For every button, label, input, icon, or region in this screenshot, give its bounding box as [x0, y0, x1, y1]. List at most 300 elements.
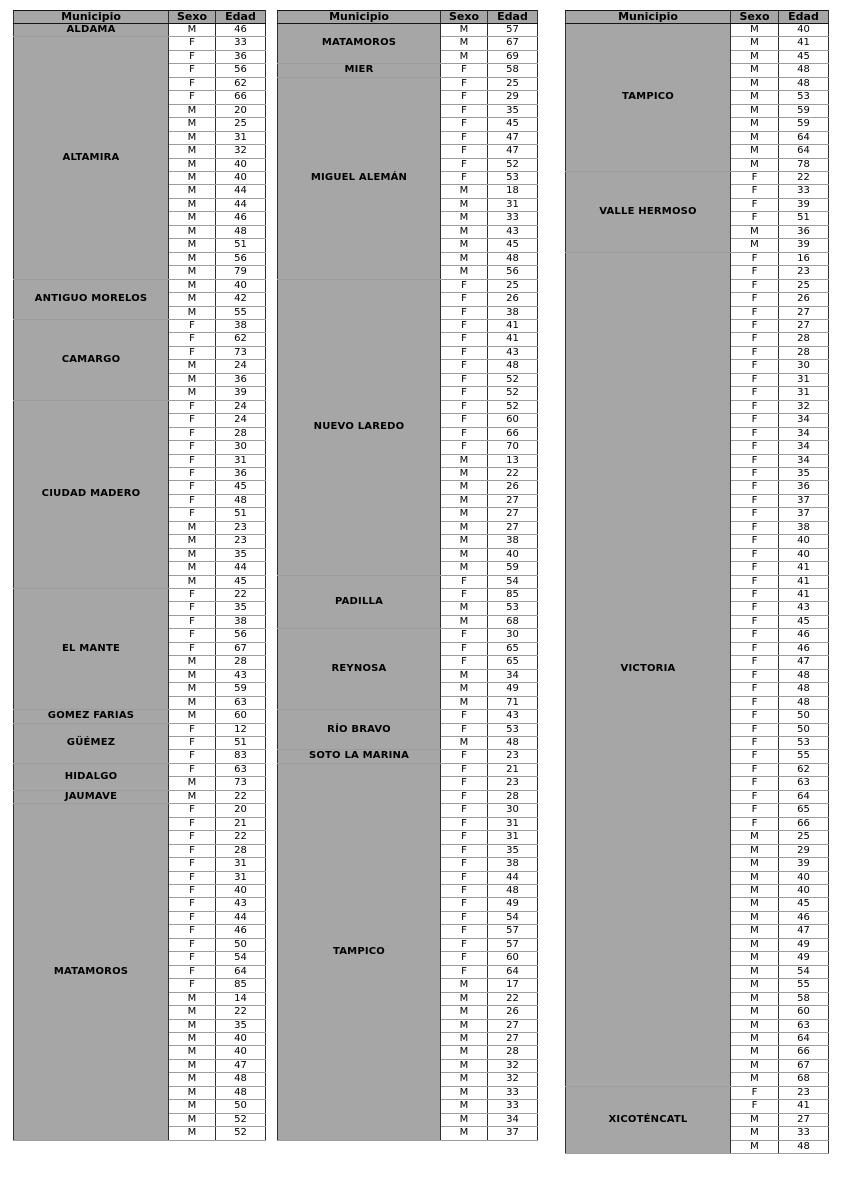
edad-cell: 25	[779, 279, 829, 292]
sexo-cell: M	[731, 965, 779, 978]
edad-cell: 55	[216, 306, 266, 319]
municipio-cell: EL MANTE	[14, 589, 169, 710]
sexo-cell: F	[731, 346, 779, 359]
sexo-cell: F	[441, 656, 488, 669]
edad-cell: 48	[779, 77, 829, 90]
edad-cell: 38	[488, 535, 538, 548]
edad-cell: 40	[779, 871, 829, 884]
municipio-cell: HIDALGO	[14, 763, 169, 790]
sexo-cell: F	[441, 911, 488, 924]
sexo-cell: F	[731, 804, 779, 817]
edad-cell: 17	[488, 979, 538, 992]
edad-cell: 66	[488, 427, 538, 440]
sexo-cell: M	[441, 696, 488, 709]
sexo-cell: F	[731, 279, 779, 292]
sexo-cell: M	[441, 1127, 488, 1140]
edad-cell: 54	[488, 911, 538, 924]
edad-cell: 32	[779, 400, 829, 413]
edad-cell: 37	[779, 494, 829, 507]
edad-cell: 31	[488, 198, 538, 211]
sexo-cell: F	[169, 494, 216, 507]
edad-cell: 26	[488, 293, 538, 306]
edad-cell: 47	[779, 925, 829, 938]
sexo-cell: M	[169, 669, 216, 682]
sexo-cell: F	[731, 467, 779, 480]
sexo-cell: M	[441, 454, 488, 467]
sexo-cell: M	[169, 104, 216, 117]
sexo-cell: M	[169, 225, 216, 238]
sexo-cell: F	[441, 858, 488, 871]
edad-cell: 51	[216, 737, 266, 750]
municipio-cell: ANTIGUO MORELOS	[14, 279, 169, 319]
sexo-cell: F	[441, 441, 488, 454]
sexo-cell: F	[731, 212, 779, 225]
edad-cell: 48	[779, 669, 829, 682]
sexo-cell: M	[731, 77, 779, 90]
edad-cell: 47	[779, 656, 829, 669]
sexo-cell: F	[731, 790, 779, 803]
edad-cell: 31	[488, 817, 538, 830]
edad-cell: 22	[216, 790, 266, 803]
edad-cell: 32	[488, 1059, 538, 1072]
table-row	[14, 400, 266, 413]
sexo-cell: F	[169, 508, 216, 521]
edad-cell: 45	[779, 50, 829, 63]
edad-cell: 27	[488, 521, 538, 534]
edad-cell: 39	[779, 198, 829, 211]
sexo-cell: F	[731, 589, 779, 602]
sexo-cell: F	[731, 777, 779, 790]
sexo-cell: M	[169, 118, 216, 131]
sexo-cell: M	[441, 562, 488, 575]
edad-cell: 63	[779, 1019, 829, 1032]
edad-cell: 27	[779, 319, 829, 332]
edad-cell: 57	[488, 24, 538, 37]
sexo-cell: M	[731, 118, 779, 131]
sexo-cell: F	[441, 817, 488, 830]
edad-cell: 35	[216, 548, 266, 561]
sexo-cell: F	[731, 293, 779, 306]
edad-cell: 39	[779, 858, 829, 871]
sexo-cell: M	[731, 979, 779, 992]
sexo-cell: M	[169, 387, 216, 400]
edad-cell: 60	[488, 952, 538, 965]
edad-cell: 12	[216, 723, 266, 736]
edad-cell: 36	[216, 50, 266, 63]
edad-cell: 65	[488, 642, 538, 655]
edad-cell: 47	[216, 1059, 266, 1072]
sexo-cell: F	[731, 414, 779, 427]
edad-cell: 48	[488, 360, 538, 373]
sexo-cell: F	[169, 925, 216, 938]
table-1	[13, 10, 266, 1141]
sexo-cell: M	[169, 1127, 216, 1140]
sexo-cell: M	[731, 992, 779, 1005]
edad-cell: 30	[488, 629, 538, 642]
edad-cell: 24	[216, 360, 266, 373]
edad-cell: 64	[779, 1032, 829, 1045]
edad-cell: 31	[216, 454, 266, 467]
sexo-cell: M	[441, 1006, 488, 1019]
edad-cell: 68	[488, 615, 538, 628]
sexo-cell: F	[731, 535, 779, 548]
sexo-cell: F	[169, 763, 216, 776]
edad-cell: 23	[779, 1086, 829, 1099]
sexo-cell: M	[169, 185, 216, 198]
edad-cell: 67	[488, 37, 538, 50]
edad-cell: 21	[488, 763, 538, 776]
sexo-cell: F	[441, 64, 488, 77]
edad-cell: 18	[488, 185, 538, 198]
edad-cell: 45	[779, 615, 829, 628]
sexo-cell: M	[441, 979, 488, 992]
edad-cell: 73	[216, 346, 266, 359]
table-row	[14, 279, 266, 292]
edad-cell: 54	[779, 965, 829, 978]
sexo-cell: M	[441, 24, 488, 37]
edad-cell: 45	[216, 575, 266, 588]
edad-cell: 73	[216, 777, 266, 790]
edad-cell: 59	[779, 104, 829, 117]
edad-cell: 22	[779, 171, 829, 184]
edad-cell: 29	[488, 91, 538, 104]
edad-cell: 38	[216, 615, 266, 628]
sexo-cell: F	[169, 898, 216, 911]
sexo-cell: M	[731, 831, 779, 844]
sexo-cell: F	[731, 656, 779, 669]
sexo-cell: F	[441, 387, 488, 400]
municipio-table-1	[13, 10, 266, 1141]
sexo-cell: F	[731, 602, 779, 615]
edad-cell: 46	[779, 642, 829, 655]
edad-cell: 35	[488, 104, 538, 117]
edad-cell: 44	[216, 911, 266, 924]
sexo-cell: M	[169, 306, 216, 319]
sexo-cell: F	[731, 481, 779, 494]
sexo-cell: F	[731, 575, 779, 588]
sexo-cell: M	[441, 1059, 488, 1072]
sexo-cell: M	[731, 1019, 779, 1032]
sexo-cell: F	[441, 575, 488, 588]
sexo-cell: M	[169, 1032, 216, 1045]
sexo-cell: F	[169, 37, 216, 50]
edad-cell: 40	[216, 1032, 266, 1045]
sexo-cell: F	[731, 266, 779, 279]
sexo-cell: F	[731, 508, 779, 521]
table-row	[14, 319, 266, 332]
sexo-cell: M	[169, 710, 216, 723]
edad-cell: 52	[216, 1113, 266, 1126]
edad-cell: 23	[779, 266, 829, 279]
table-row	[14, 723, 266, 736]
edad-cell: 38	[488, 306, 538, 319]
edad-cell: 49	[488, 898, 538, 911]
sexo-cell: M	[731, 1006, 779, 1019]
edad-cell: 31	[779, 387, 829, 400]
edad-cell: 28	[779, 346, 829, 359]
table-row	[566, 24, 829, 37]
sexo-cell: F	[441, 158, 488, 171]
municipio-cell: GÜÉMEZ	[14, 723, 169, 763]
edad-cell: 49	[779, 952, 829, 965]
edad-cell: 56	[216, 64, 266, 77]
sexo-cell: F	[731, 817, 779, 830]
sexo-cell: M	[731, 1059, 779, 1072]
edad-cell: 52	[488, 400, 538, 413]
edad-cell: 52	[216, 1127, 266, 1140]
edad-cell: 45	[488, 239, 538, 252]
sexo-cell: F	[169, 346, 216, 359]
sexo-cell: M	[731, 225, 779, 238]
sexo-cell: F	[441, 629, 488, 642]
sexo-cell: F	[169, 642, 216, 655]
edad-cell: 59	[488, 562, 538, 575]
table-row	[278, 763, 538, 776]
edad-cell: 79	[216, 266, 266, 279]
sexo-cell: F	[731, 1100, 779, 1113]
edad-cell: 66	[216, 91, 266, 104]
edad-cell: 31	[488, 831, 538, 844]
sexo-cell: M	[441, 1100, 488, 1113]
sexo-cell: F	[169, 441, 216, 454]
col-header-edad: Edad	[216, 11, 266, 24]
table-row	[278, 77, 538, 90]
sexo-cell: M	[731, 911, 779, 924]
sexo-cell: F	[169, 629, 216, 642]
edad-cell: 26	[488, 481, 538, 494]
sexo-cell: M	[169, 656, 216, 669]
edad-cell: 60	[216, 710, 266, 723]
sexo-cell: F	[731, 454, 779, 467]
edad-cell: 63	[216, 696, 266, 709]
sexo-cell: F	[441, 804, 488, 817]
edad-cell: 22	[216, 831, 266, 844]
sexo-cell: M	[731, 898, 779, 911]
sexo-cell: F	[731, 696, 779, 709]
edad-cell: 49	[779, 938, 829, 951]
sexo-cell: M	[169, 777, 216, 790]
edad-cell: 85	[488, 589, 538, 602]
edad-cell: 23	[216, 521, 266, 534]
table-row	[278, 24, 538, 37]
sexo-cell: M	[441, 1019, 488, 1032]
sexo-cell: M	[731, 91, 779, 104]
sexo-cell: M	[169, 683, 216, 696]
edad-cell: 49	[488, 683, 538, 696]
sexo-cell: F	[169, 50, 216, 63]
edad-cell: 33	[488, 1086, 538, 1099]
sexo-cell: M	[731, 844, 779, 857]
sexo-cell: F	[441, 965, 488, 978]
edad-cell: 39	[216, 387, 266, 400]
edad-cell: 36	[216, 373, 266, 386]
edad-cell: 23	[488, 750, 538, 763]
edad-cell: 62	[779, 763, 829, 776]
edad-cell: 25	[216, 118, 266, 131]
sexo-cell: F	[731, 763, 779, 776]
sexo-cell: F	[441, 589, 488, 602]
sexo-cell: F	[441, 723, 488, 736]
edad-cell: 66	[779, 817, 829, 830]
sexo-cell: F	[169, 871, 216, 884]
edad-cell: 67	[216, 642, 266, 655]
col-header-edad: Edad	[488, 11, 538, 24]
sexo-cell: M	[169, 548, 216, 561]
municipio-cell: ALDAMA	[14, 24, 169, 37]
sexo-cell: F	[441, 373, 488, 386]
sexo-cell: M	[441, 521, 488, 534]
sexo-cell: F	[169, 454, 216, 467]
municipio-cell: NUEVO LAREDO	[278, 279, 441, 575]
edad-cell: 28	[216, 844, 266, 857]
edad-cell: 46	[216, 925, 266, 938]
sexo-cell: F	[731, 387, 779, 400]
edad-cell: 38	[488, 858, 538, 871]
sexo-cell: M	[441, 37, 488, 50]
sexo-cell: F	[441, 131, 488, 144]
sexo-cell: F	[169, 400, 216, 413]
edad-cell: 41	[779, 575, 829, 588]
edad-cell: 20	[216, 804, 266, 817]
sexo-cell: F	[169, 817, 216, 830]
sexo-cell: F	[731, 710, 779, 723]
sexo-cell: M	[169, 145, 216, 158]
sexo-cell: F	[169, 427, 216, 440]
edad-cell: 41	[488, 333, 538, 346]
table-row	[278, 629, 538, 642]
municipio-cell: REYNOSA	[278, 629, 441, 710]
sexo-cell: M	[441, 992, 488, 1005]
edad-cell: 43	[488, 346, 538, 359]
edad-cell: 31	[216, 131, 266, 144]
sexo-cell: F	[169, 91, 216, 104]
sexo-cell: M	[441, 737, 488, 750]
municipio-cell: CAMARGO	[14, 319, 169, 400]
municipio-cell: VALLE HERMOSO	[566, 171, 731, 252]
edad-cell: 34	[488, 1113, 538, 1126]
header-row	[278, 11, 538, 24]
sexo-cell: F	[441, 790, 488, 803]
edad-cell: 34	[779, 414, 829, 427]
sexo-cell: M	[169, 1073, 216, 1086]
sexo-cell: F	[441, 77, 488, 90]
sexo-cell: F	[441, 952, 488, 965]
edad-cell: 53	[488, 171, 538, 184]
sexo-cell: F	[441, 104, 488, 117]
edad-cell: 35	[216, 602, 266, 615]
sexo-cell: F	[731, 750, 779, 763]
table-row	[278, 575, 538, 588]
sexo-cell: F	[169, 481, 216, 494]
edad-cell: 46	[216, 212, 266, 225]
edad-cell: 31	[779, 373, 829, 386]
sexo-cell: M	[169, 131, 216, 144]
table-3	[565, 10, 829, 1154]
sexo-cell: M	[441, 535, 488, 548]
sexo-cell: M	[169, 198, 216, 211]
sexo-cell: F	[441, 400, 488, 413]
edad-cell: 40	[216, 885, 266, 898]
edad-cell: 25	[488, 77, 538, 90]
sexo-cell: M	[169, 266, 216, 279]
edad-cell: 53	[488, 602, 538, 615]
sexo-cell: M	[731, 1046, 779, 1059]
sexo-cell: M	[169, 521, 216, 534]
edad-cell: 45	[488, 118, 538, 131]
sexo-cell: M	[731, 64, 779, 77]
sexo-cell: M	[731, 938, 779, 951]
col-header-sexo: Sexo	[169, 11, 216, 24]
edad-cell: 25	[779, 831, 829, 844]
sexo-cell: F	[441, 319, 488, 332]
municipio-cell: ALTAMIRA	[14, 37, 169, 279]
edad-cell: 40	[216, 279, 266, 292]
sexo-cell: M	[441, 252, 488, 265]
sexo-cell: F	[169, 858, 216, 871]
col-header-sexo: Sexo	[441, 11, 488, 24]
edad-cell: 36	[779, 481, 829, 494]
sexo-cell: M	[441, 494, 488, 507]
edad-cell: 24	[216, 400, 266, 413]
edad-cell: 51	[216, 508, 266, 521]
edad-cell: 35	[488, 844, 538, 857]
edad-cell: 41	[779, 589, 829, 602]
sexo-cell: F	[731, 198, 779, 211]
edad-cell: 48	[488, 252, 538, 265]
edad-cell: 23	[216, 535, 266, 548]
sexo-cell: F	[441, 925, 488, 938]
sexo-cell: M	[731, 37, 779, 50]
edad-cell: 40	[779, 24, 829, 37]
sexo-cell: M	[169, 1019, 216, 1032]
sexo-cell: F	[731, 427, 779, 440]
edad-cell: 48	[216, 225, 266, 238]
sexo-cell: F	[169, 750, 216, 763]
sexo-cell: F	[731, 1086, 779, 1099]
sexo-cell: M	[169, 562, 216, 575]
sexo-cell: F	[441, 118, 488, 131]
edad-cell: 48	[216, 1073, 266, 1086]
sexo-cell: M	[441, 266, 488, 279]
sexo-cell: M	[731, 1073, 779, 1086]
edad-cell: 53	[779, 91, 829, 104]
sexo-cell: F	[731, 737, 779, 750]
municipio-table-3	[565, 10, 829, 1154]
municipio-cell: RÍO BRAVO	[278, 710, 441, 750]
col-header-municipio: Municipio	[278, 11, 441, 24]
edad-cell: 34	[779, 454, 829, 467]
sexo-cell: F	[731, 400, 779, 413]
sexo-cell: F	[441, 279, 488, 292]
table-2	[277, 10, 538, 1141]
edad-cell: 21	[216, 817, 266, 830]
sexo-cell: F	[169, 333, 216, 346]
municipio-cell: MATAMOROS	[278, 24, 441, 64]
sexo-cell: F	[731, 319, 779, 332]
sexo-cell: F	[441, 91, 488, 104]
sexo-cell: F	[169, 911, 216, 924]
edad-cell: 43	[488, 225, 538, 238]
sexo-cell: M	[169, 279, 216, 292]
municipio-cell: MATAMOROS	[14, 804, 169, 1140]
sexo-cell: M	[169, 1006, 216, 1019]
edad-cell: 27	[779, 1113, 829, 1126]
edad-cell: 48	[488, 885, 538, 898]
sexo-cell: M	[441, 185, 488, 198]
edad-cell: 41	[488, 319, 538, 332]
edad-cell: 48	[779, 1140, 829, 1153]
sexo-cell: F	[441, 171, 488, 184]
